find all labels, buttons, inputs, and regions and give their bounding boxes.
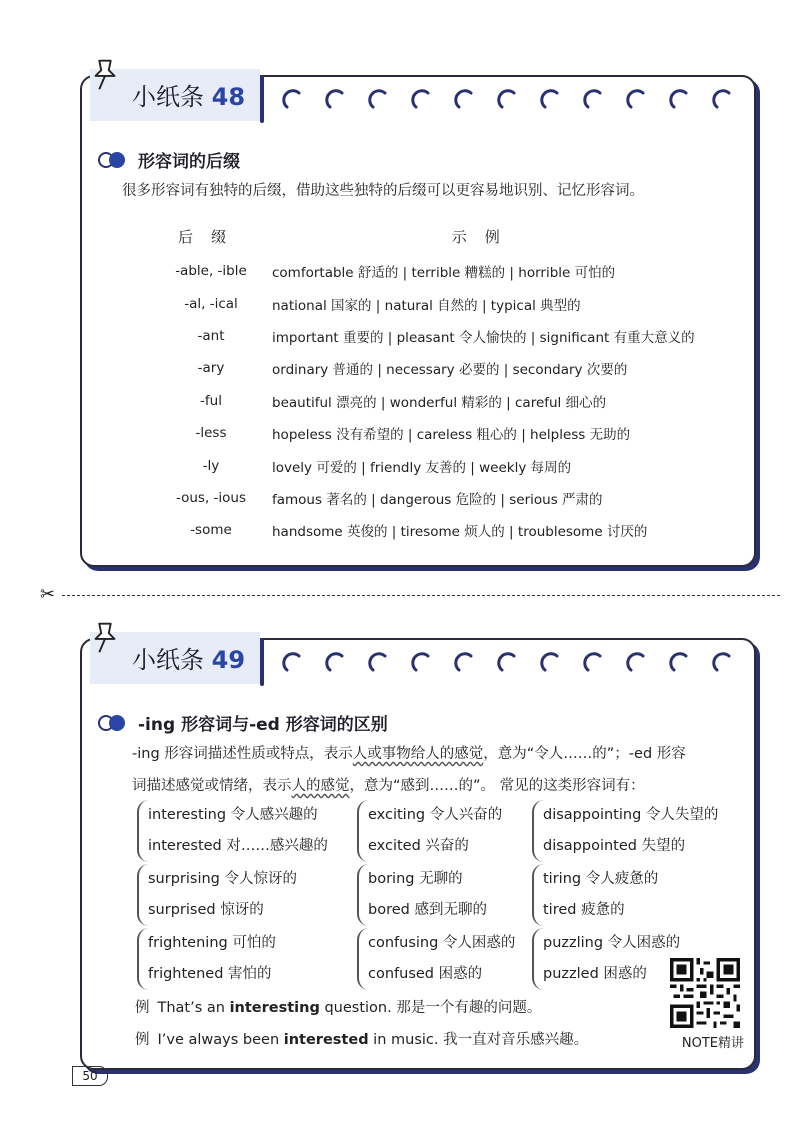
tag-prefix: 小纸条 [132, 83, 204, 111]
intro-underlined: 人或事物给人的感觉 [352, 746, 484, 762]
suffix-cell: -ant [197, 327, 225, 344]
examples-cell: national 国家的 | natural 自然的 | typical 典型的 [272, 297, 581, 314]
adjective-pair [357, 800, 502, 862]
intro-underlined: 人的感觉 [291, 778, 350, 794]
intro-line-2 [132, 770, 732, 802]
tag-divider [260, 638, 264, 686]
examples-cell: beautiful 漂亮的 | wonderful 精彩的 | careful 细心的 [272, 394, 607, 411]
ed-adjective: tired 疲惫的 [543, 902, 625, 918]
tag-divider [260, 75, 264, 123]
example-prefix: 例 [135, 1000, 150, 1016]
table-row [150, 417, 695, 449]
ed-adjective: confused 困惑的 [368, 966, 483, 982]
qr-label: NOTE精讲 [681, 1036, 744, 1051]
section-title: 形容词的后缀 [138, 152, 240, 172]
example-sentence [135, 1028, 588, 1049]
example-text: in music. 我一直对音乐感兴趣。 [368, 1032, 589, 1048]
examples-cell: famous 著名的 | dangerous 危险的 | serious 严肃的 [272, 491, 603, 508]
table-row [150, 514, 695, 546]
ing-adjective: tiring 令人疲惫的 [543, 871, 659, 887]
intro-line-1 [132, 738, 732, 770]
example-prefix: 例 [135, 1032, 150, 1048]
table-row [150, 385, 695, 417]
suffix-cell: -ful [200, 392, 222, 409]
example-keyword: interested [283, 1032, 369, 1048]
adjective-pair [137, 928, 276, 990]
example-text: That’s an [157, 1000, 230, 1016]
adjective-pair [532, 928, 680, 990]
suffix-cell: -less [195, 425, 227, 442]
ed-adjective: puzzled 困惑的 [543, 966, 647, 982]
examples-cell: lovely 可爱的 | friendly 友善的 | weekly 每周的 [272, 459, 572, 476]
ed-adjective: surprised 惊讶的 [148, 902, 264, 918]
ing-adjective: boring 无聊的 [368, 871, 463, 887]
examples-cell: handsome 英俊的 | tiresome 烦人的 | troublesome 讨厌的 [272, 524, 648, 541]
ed-adjective: bored 感到无聊的 [368, 902, 487, 918]
section-intro: 很多形容词有独特的后缀，借助这些独特的后缀可以更容易地识别、记忆形容词。 [122, 183, 644, 199]
section-title: -ing 形容词与-ed 形容词的区别 [138, 715, 388, 735]
ed-adjective: frightened 害怕的 [148, 966, 272, 982]
adjective-pair [532, 800, 718, 862]
intro-text: 词描述感觉或情绪，表示 [132, 778, 292, 794]
intro-text: ，意为“令人……的”；-ed 形容 [483, 746, 686, 762]
bullet-dots-icon [98, 152, 130, 168]
ed-adjective: disappointed 失望的 [543, 838, 686, 854]
tag-title [132, 77, 245, 112]
ing-adjective: confusing 令人困惑的 [368, 935, 516, 951]
section-heading [98, 710, 388, 735]
examples-cell: ordinary 普通的 | necessary 必要的 | secondary 次要的 [272, 362, 628, 379]
tag-title [132, 640, 245, 675]
adjective-pair [357, 864, 487, 926]
page-number: 50 [72, 1066, 108, 1086]
section-heading [98, 147, 240, 172]
column-header-examples: 示例 [451, 227, 518, 246]
tag-prefix: 小纸条 [132, 646, 204, 674]
column-header-suffix: 后缀 [177, 227, 244, 246]
adjective-pair [137, 800, 328, 862]
suffix-cell: -al, -ical [184, 295, 238, 312]
note-tag [90, 69, 260, 121]
pushpin-icon [86, 618, 124, 656]
suffix-table [150, 217, 695, 547]
ing-adjective: disappointing 令人失望的 [543, 807, 719, 823]
tag-number: 49 [211, 646, 246, 674]
suffix-cell: -some [190, 522, 232, 539]
adjective-pair [532, 864, 658, 926]
table-row [150, 255, 695, 287]
pushpin-icon [86, 55, 124, 93]
suffix-cell: -ary [197, 360, 225, 377]
cut-line [40, 586, 780, 606]
examples-cell: comfortable 舒适的 | terrible 糟糕的 | horrible 可怕的 [272, 265, 616, 282]
table-row [150, 449, 695, 481]
section-intro [132, 738, 732, 802]
ed-adjective: excited 兴奋的 [368, 838, 469, 854]
ing-adjective: interesting 令人感兴趣的 [148, 807, 318, 823]
suffix-cell: -ous, -ious [175, 489, 247, 506]
adjective-pair [137, 864, 297, 926]
binder-rings [275, 87, 743, 111]
note-card-48 [80, 75, 756, 567]
note-card-49 [80, 638, 756, 1070]
tag-number: 48 [211, 83, 246, 111]
examples-cell: important 重要的 | pleasant 令人愉快的 | significant 有重大意义的 [272, 329, 695, 346]
example-keyword: interesting [229, 1000, 320, 1016]
binder-rings [275, 650, 743, 674]
example-text: I’ve always been [157, 1032, 284, 1048]
intro-text: ，意为“感到……的”。 常见的这类形容词有： [349, 778, 645, 794]
ing-adjective: puzzling 令人困惑的 [543, 935, 681, 951]
ing-adjective: frightening 可怕的 [148, 935, 276, 951]
examples-cell: hopeless 没有希望的 | careless 粗心的 | helpless 无助的 [272, 427, 631, 444]
note-tag [90, 632, 260, 684]
bullet-dots-icon [98, 715, 130, 731]
example-sentence [135, 996, 541, 1017]
qr-code-icon[interactable] [670, 958, 740, 1028]
suffix-cell: -ly [202, 457, 220, 474]
ed-adjective: interested 对……感兴趣的 [148, 838, 328, 854]
ing-adjective: surprising 令人惊讶的 [148, 871, 297, 887]
table-row [150, 287, 695, 319]
suffix-cell: -able, -ible [175, 263, 247, 280]
table-row [150, 320, 695, 352]
example-text: question. 那是一个有趣的问题。 [319, 1000, 542, 1016]
ing-adjective: exciting 令人兴奋的 [368, 807, 503, 823]
intro-text: -ing 形容词描述性质或特点，表示 [132, 746, 353, 762]
table-row [150, 352, 695, 384]
table-row [150, 482, 695, 514]
scissors-icon: ✂ [40, 584, 56, 605]
dashed-line [62, 595, 780, 596]
adjective-pair [357, 928, 515, 990]
